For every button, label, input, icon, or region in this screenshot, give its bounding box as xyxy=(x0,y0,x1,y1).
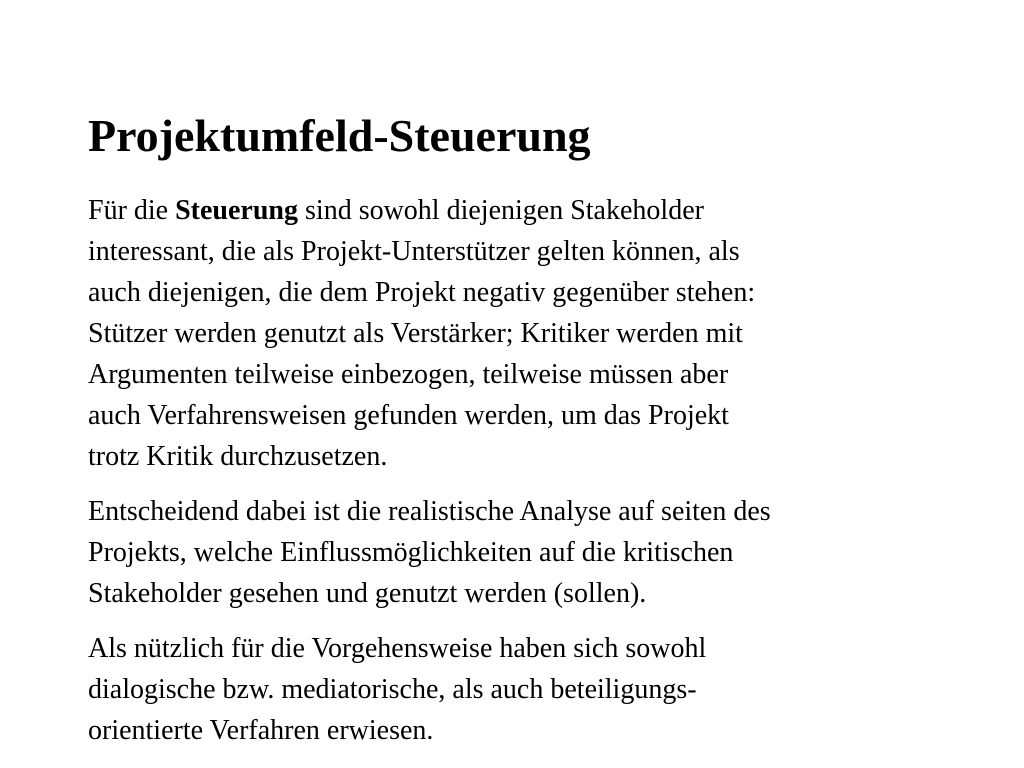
text-line: auch diejenigen, die dem Projekt negativ gegenüber stehen: xyxy=(88,277,756,308)
slide-title: Projektumfeld-Steuerung xyxy=(88,110,591,161)
text-line: Stakeholder gesehen und genutzt werden (sollen). xyxy=(88,578,647,609)
text-line: Stützer werden genutzt als Verstärker; Kritiker werden mit xyxy=(88,318,743,349)
text-line: auch Verfahrensweisen gefunden werden, um das Projekt xyxy=(88,400,729,431)
slide-body xyxy=(88,190,948,765)
text-run: Für die xyxy=(88,195,176,226)
text-line: interessant, die als Projekt-Unterstützer gelten können, als xyxy=(88,236,740,267)
text-run: sind sowohl diejenigen Stakeholder xyxy=(298,195,704,226)
paragraph-verfahren xyxy=(88,628,948,751)
text-line: Argumenten teilweise einbezogen, teilweise müssen aber xyxy=(88,359,729,390)
emphasis-steuerung: Steuerung xyxy=(175,195,299,226)
text-line: dialogische bzw. mediatorische, als auch beteiligungs- xyxy=(88,674,697,705)
text-line: Projekts, welche Einflussmöglichkeiten auf die kritischen xyxy=(88,537,734,568)
text-line: orientierte Verfahren erwiesen. xyxy=(88,715,434,746)
paragraph-steuerung xyxy=(88,190,948,477)
text-line: Als nützlich für die Vorgehensweise haben sich sowohl xyxy=(88,633,707,664)
paragraph-analyse xyxy=(88,491,948,614)
text-line: trotz Kritik durchzusetzen. xyxy=(88,441,388,472)
text-line: Entscheidend dabei ist die realistische Analyse auf seiten des xyxy=(88,496,771,527)
text-line xyxy=(88,190,948,231)
